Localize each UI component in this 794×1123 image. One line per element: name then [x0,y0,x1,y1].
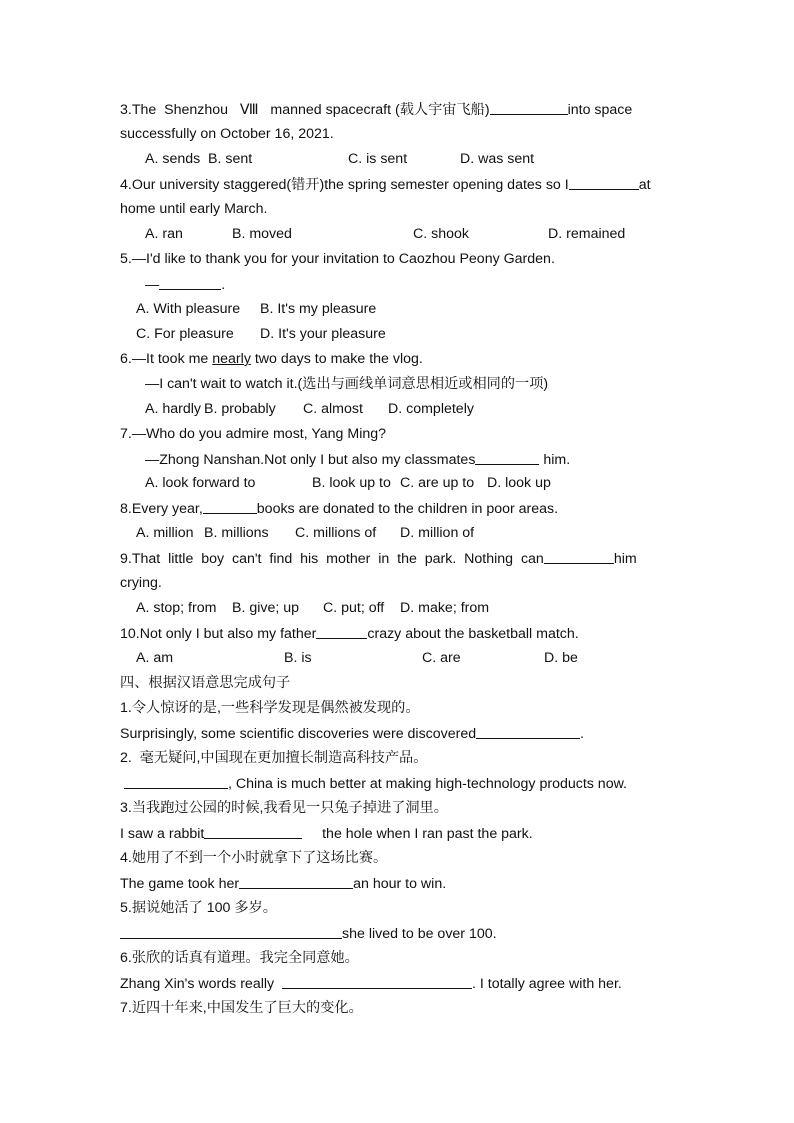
q4-stem-line1: 4.Our university staggered(错开)the spring semester opening dates so I at [120,174,651,195]
q4-option-b[interactable]: B. moved [232,226,292,242]
s6-english: Zhang Xin's words really . I totally agree with her. [120,973,622,994]
q3-stem-line1: 3.The Shenzhou Ⅷ manned spacecraft (载人宇宙飞船) into space [120,99,632,120]
q3-stem-line2: successfully on October 16, 2021. [120,126,334,142]
q10-option-d[interactable]: D. be [544,650,578,666]
q4-option-c[interactable]: C. shook [413,226,469,242]
answer-blank[interactable] [544,548,614,564]
q5-option-d[interactable]: D. It's your pleasure [260,326,386,342]
q6-option-b[interactable]: B. probably [204,401,276,417]
q6-option-d[interactable]: D. completely [388,401,474,417]
q6-option-a[interactable]: A. hardly [145,401,201,417]
q4-stem-line2: home until early March. [120,201,268,217]
answer-blank[interactable] [569,174,639,190]
answer-blank[interactable] [203,498,257,514]
q7-option-d[interactable]: D. look up [487,475,551,491]
q7-line2: —Zhong Nanshan.Not only I but also my classmates him. [145,449,570,470]
q3-option-b[interactable]: B. sent [208,151,253,167]
q5-option-c[interactable]: C. For pleasure [136,326,234,342]
q10-option-c[interactable]: C. are [422,650,461,666]
s7-chinese: 7.近四十年来,中国发生了巨大的变化。 [120,1000,363,1016]
q4-option-d[interactable]: D. remained [548,226,626,242]
q5-reply-line: — . [145,274,225,295]
q10-option-b[interactable]: B. is [284,650,312,666]
s3-english: I saw a rabbit the hole when I ran past the park. [120,823,533,844]
underlined-word: nearly [212,351,251,367]
q8-option-d[interactable]: D. million of [400,525,475,541]
q3-option-a[interactable]: A. sends [145,151,201,167]
answer-blank[interactable] [239,873,353,889]
q8-option-a[interactable]: A. million [136,525,194,541]
q7-option-a[interactable]: A. look forward to [145,475,256,491]
answer-blank[interactable] [204,823,302,839]
s3-chinese: 3.当我跑过公园的时候,我看见一只兔子掉进了洞里。 [120,800,448,816]
q6-stem: 6.—It took me nearly two days to make the vlog. [120,351,423,367]
answer-blank[interactable] [475,449,539,465]
q9-option-b[interactable]: B. give; up [232,600,300,616]
q10-option-a[interactable]: A. am [136,650,174,666]
q5-stem: 5.—I'd like to thank you for your invitation to Caozhou Peony Garden. [120,251,555,267]
q5-option-b[interactable]: B. It's my pleasure [260,301,377,317]
s6-chinese: 6.张欣的话真有道理。我完全同意她。 [120,950,359,966]
s1-english: Surprisingly, some scientific discoveries were discovered . [120,723,584,744]
answer-blank[interactable] [316,623,367,639]
q9-option-d[interactable]: D. make; from [400,600,490,616]
q3-option-c[interactable]: C. is sent [348,151,408,167]
answer-blank[interactable] [490,99,568,115]
q9-stem-line2: crying. [120,575,162,591]
q6-line2: —I can't wait to watch it.(选出与画线单词意思相近或相同的一项) [145,376,549,392]
q8-stem: 8.Every year, books are donated to the children in poor areas. [120,498,558,519]
answer-blank[interactable] [124,773,228,789]
s4-english: The game took her an hour to win. [120,873,446,894]
answer-blank[interactable] [282,973,472,989]
s5-chinese: 5.据说她活了 100 多岁。 [120,900,277,916]
q4-option-a[interactable]: A. ran [145,226,183,242]
q9-option-c[interactable]: C. put; off [323,600,385,616]
q8-option-c[interactable]: C. millions of [295,525,377,541]
s4-chinese: 4.她用了不到一个小时就拿下了这场比赛。 [120,850,388,866]
q7-option-b[interactable]: B. look up to [312,475,391,491]
q8-option-b[interactable]: B. millions [204,525,269,541]
q5-option-a[interactable]: A. With pleasure [136,301,241,317]
answer-blank[interactable] [120,923,342,939]
section-heading: 四、根据汉语意思完成句子 [120,675,291,691]
q3-option-d[interactable]: D. was sent [460,151,535,167]
q6-option-c[interactable]: C. almost [303,401,363,417]
q9-stem-line1: 9.That little boy can't find his mother in the park. Nothing can him [120,548,637,569]
q7-option-c[interactable]: C. are up to [400,475,475,491]
s2-english: , China is much better at making high-technology products now. [120,773,627,794]
s2-chinese: 2. 毫无疑问,中国现在更加擅长制造高科技产品。 [120,750,428,766]
s1-chinese: 1.令人惊讶的是,一些科学发现是偶然被发现的。 [120,700,420,716]
answer-blank[interactable] [476,723,580,739]
answer-blank[interactable] [159,274,221,290]
s5-english: she lived to be over 100. [120,923,497,944]
q7-stem: 7.—Who do you admire most, Yang Ming? [120,426,387,442]
q10-stem: 10.Not only I but also my father crazy about the basketball match. [120,623,579,644]
q9-option-a[interactable]: A. stop; from [136,600,217,616]
